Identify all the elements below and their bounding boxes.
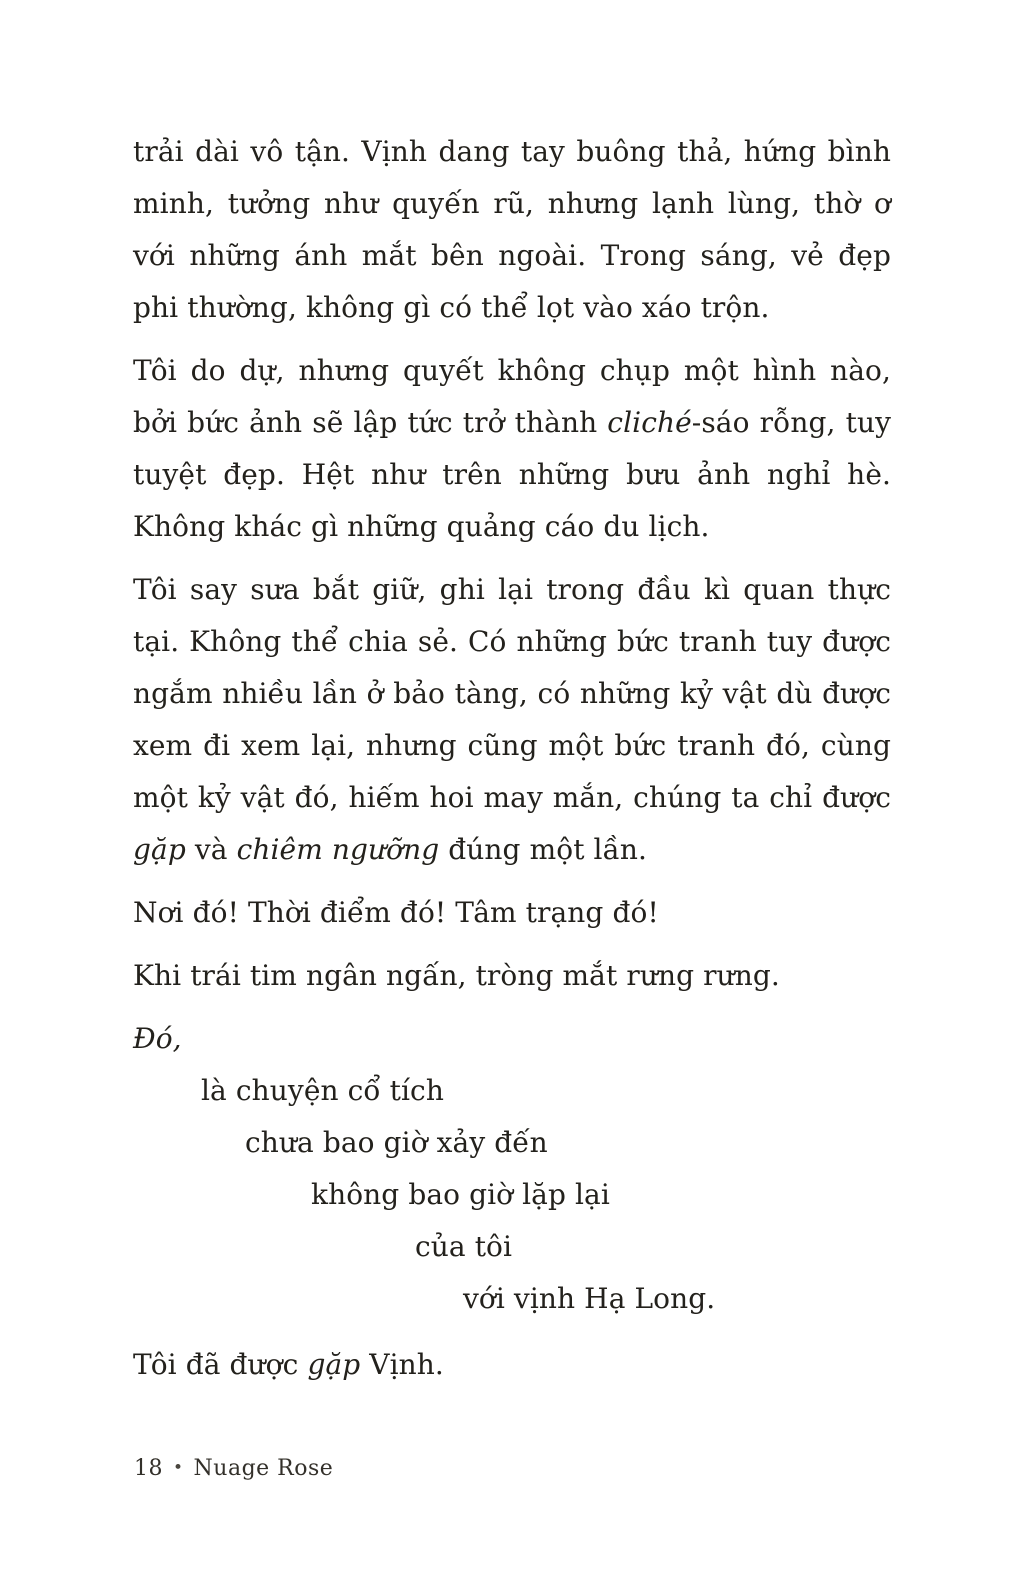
- paragraph-closing: [133, 1339, 891, 1391]
- text-segment: không bao giờ lặp lại: [311, 1178, 610, 1211]
- italic-text-segment: Đó,: [133, 1022, 182, 1055]
- paragraph-exclamations: [133, 887, 891, 939]
- text-segment: đúng một lần.: [439, 833, 647, 866]
- text-segment: của tôi: [415, 1230, 513, 1263]
- text-segment: và: [185, 833, 237, 866]
- italic-text-segment: gặp: [133, 833, 186, 866]
- paragraph-memory: [133, 564, 891, 876]
- text-segment: Tôi do dự, nhưng quyết không chụp một hình nào, bởi bức ảnh sẽ lập tức trở thành: [133, 354, 891, 439]
- poem-line-5: [463, 1273, 891, 1325]
- italic-text-segment: chiêm ngưỡng: [236, 833, 440, 866]
- text-segment: Vịnh.: [360, 1348, 444, 1381]
- text-block: [133, 126, 891, 1402]
- text-segment: chưa bao giờ xảy đến: [245, 1126, 548, 1159]
- footer-separator: •: [173, 1458, 184, 1478]
- text-segment: Tôi say sưa bắt giữ, ghi lại trong đầu kì quan thực tại. Không thể chia sẻ. Có những bức tranh tuy được ngắm nhiều lần ở bảo tàng, có những kỷ vật dù được xem đi xem lại, nhưng cũng một bức tranh đó, cùng một kỷ vật đó, hiếm hoi may mắn, chúng ta chỉ được: [133, 573, 891, 814]
- text-segment: với vịnh Hạ Long.: [463, 1282, 716, 1315]
- text-segment: Nơi đó! Thời điểm đó! Tâm trạng đó!: [133, 896, 659, 929]
- text-segment: trải dài vô tận. Vịnh dang tay buông thả, hứng bình minh, tưởng như quyến rũ, nhưng lạnh lùng, thờ ơ với những ánh mắt bên ngoài. Trong sáng, vẻ đẹp phi thường, không gì có thể lọt vào xáo trộn.: [133, 135, 891, 324]
- text-segment: là chuyện cổ tích: [201, 1074, 444, 1107]
- poem-line-4: [415, 1221, 891, 1273]
- text-segment: Tôi đã được: [133, 1348, 308, 1381]
- page-number: 18: [134, 1456, 163, 1481]
- poem-line-2: [245, 1117, 891, 1169]
- text-segment: Khi trái tim ngân ngấn, tròng mắt rưng rưng.: [133, 959, 780, 992]
- poem-line-do: [133, 1013, 891, 1065]
- book-title: Nuage Rose: [193, 1456, 334, 1481]
- poem-line-1: [201, 1065, 891, 1117]
- text-segment: -sáo rỗng, tuy tuyệt đẹp. Hệt như trên những bưu ảnh nghỉ hè. Không khác gì những quảng cáo du lịch.: [133, 406, 891, 543]
- italic-text-segment: gặp: [307, 1348, 361, 1381]
- page-footer: [134, 1456, 333, 1481]
- paragraph-heart: [133, 950, 891, 1002]
- poem-line-3: [311, 1169, 891, 1221]
- paragraph-dawn: [133, 126, 891, 334]
- paragraph-cliche: [133, 345, 891, 553]
- italic-text-segment: cliché: [607, 406, 692, 439]
